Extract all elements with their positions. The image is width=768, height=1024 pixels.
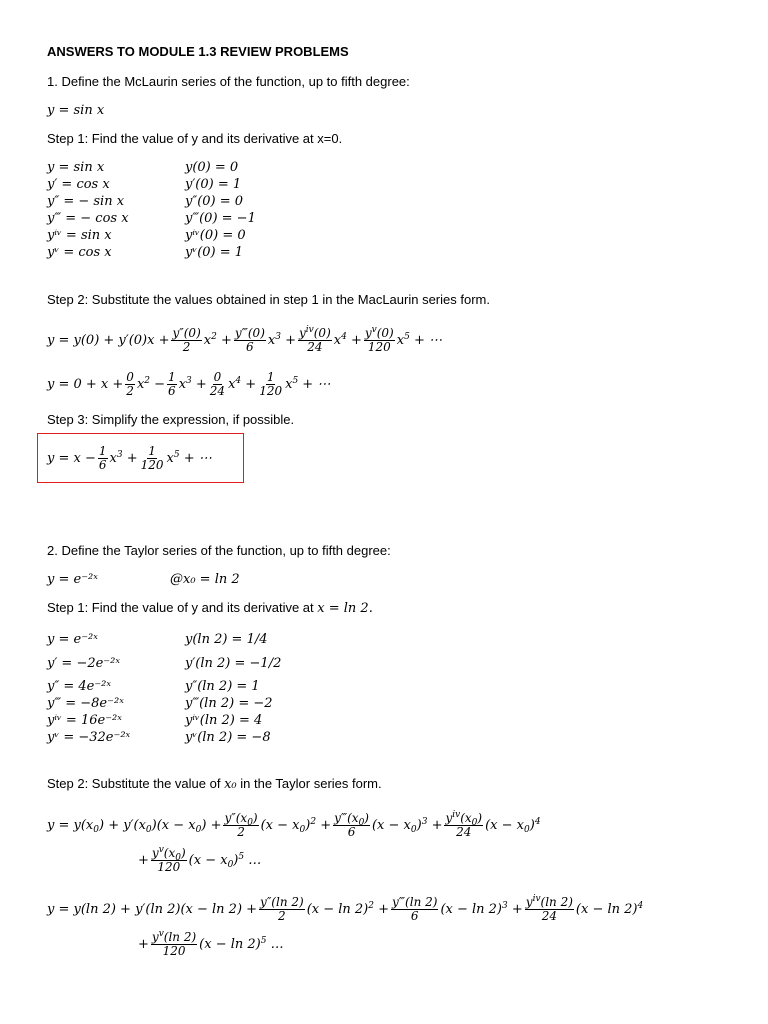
p1-deriv-lhs: yᵛ = cos x (47, 245, 112, 260)
problem1-step1: Step 1: Find the value of y and its derivative at x=0. (47, 131, 343, 146)
p1-deriv-lhs: y‴ = − cos x (47, 211, 129, 226)
problem2-question: 2. Define the Taylor series of the function, up to fifth degree: (47, 543, 391, 558)
problem2-step2-math: x₀ (224, 777, 237, 792)
problem2-step2-text: Step 2: Substitute the value of (47, 776, 221, 791)
problem2-step1-math: x = ln 2. (317, 601, 373, 616)
problem2-step2 (47, 776, 382, 793)
taylor-general-formula-line1: $y = y(x_0) + y'(x_0)(x - x_0)$ + $\frac{y''(x_0)}{2}$ $(x - x_0)^2$ + $\frac{y‴(x_0)}{6}$ $(x - x_0)^3$ + $\frac{y^{iv}(x_0)}{24}$ $(x - x_0)^4$ (47, 809, 541, 839)
p2-deriv-rhs: y′(ln 2) = −1/2 (185, 656, 282, 671)
taylor-substituted-formula-line1: y = y(ln 2) + y′(ln 2)(x − ln 2) + $\frac{y''(\ln 2)}{2}$ $(x - \ln 2)^2$ + $\frac{y‴(\ln 2)}{6}$ $(x - \ln 2)^3$ + $\frac{y^{iv}(\ln 2)}{24}$ $(x - \ln 2)^4$ (47, 893, 644, 923)
problem2-function: y = e⁻²ˣ (47, 572, 98, 587)
p1-deriv-lhs: y′ = cos x (47, 177, 110, 192)
p2-deriv-lhs: y″ = 4e⁻²ˣ (47, 679, 112, 694)
p2-deriv-rhs: y(ln 2) = 1/4 (185, 632, 268, 647)
problem1-step2: Step 2: Substitute the values obtained in step 1 in the MacLaurin series form. (47, 292, 490, 307)
p2-deriv-lhs: y = e⁻²ˣ (47, 632, 98, 647)
problem2-expansion-point: @x₀ = ln 2 (170, 572, 240, 587)
p1-deriv-rhs: yⁱᵛ(0) = 0 (185, 228, 246, 243)
maclaurin-general-formula: y = y(0) + y′(0)x + $\frac{y''(0)}{2}$ $x^2$ + $\frac{y‴(0)}{6}$ $x^3$ + $\frac{y^{iv}(0)}{24}$ $x^4$ + $\frac{y^v(0)}{120}$ $x^5$ + ⋯ (47, 324, 442, 354)
p1-deriv-rhs: y(0) = 0 (185, 160, 239, 175)
taylor-substituted-formula-line2: + $\frac{y^v(\ln 2)}{120}$ $(x - \ln 2)^5$ … (138, 928, 284, 958)
maclaurin-substituted-formula: y = 0 + x + $\frac{0}{2}$ $x^2$ − $\frac{1}{6}$ $x^3$ + $\frac{0}{24}$ $x^4$ + $\frac{1}{120}$ $x^5$ + ⋯ (47, 369, 331, 398)
problem1-function: y = sin x (47, 103, 105, 118)
page-title: ANSWERS TO MODULE 1.3 REVIEW PROBLEMS (47, 44, 349, 59)
p2-deriv-rhs: yⁱᵛ(ln 2) = 4 (185, 713, 263, 728)
maclaurin-final-answer: y = x − $\frac{1}{6}$ $x^3$ + $\frac{1}{120}$ $x^5$ + ⋯ (47, 443, 212, 472)
problem1-question: 1. Define the McLaurin series of the function, up to fifth degree: (47, 74, 410, 89)
p1-deriv-rhs: yᵛ(0) = 1 (185, 245, 244, 260)
p2-deriv-lhs: yᵛ = −32e⁻²ˣ (47, 730, 131, 745)
p1-deriv-rhs: y‴(0) = −1 (185, 211, 256, 226)
p2-deriv-rhs: y‴(ln 2) = −2 (185, 696, 273, 711)
p1-deriv-rhs: y′(0) = 1 (185, 177, 242, 192)
p2-deriv-lhs: y′ = −2e⁻²ˣ (47, 656, 120, 671)
p2-deriv-lhs: yⁱᵛ = 16e⁻²ˣ (47, 713, 122, 728)
p2-deriv-rhs: yᵛ(ln 2) = −8 (185, 730, 271, 745)
p1-deriv-lhs: yⁱᵛ = sin x (47, 228, 112, 243)
p1-deriv-lhs: y″ = − sin x (47, 194, 125, 209)
p1-deriv-rhs: y″(0) = 0 (185, 194, 244, 209)
problem2-step1 (47, 600, 373, 617)
problem2-step1-text: Step 1: Find the value of y and its derivative at (47, 600, 314, 615)
p2-deriv-lhs: y‴ = −8e⁻²ˣ (47, 696, 124, 711)
p2-deriv-rhs: y″(ln 2) = 1 (185, 679, 260, 694)
problem2-step2-text-end: in the Taylor series form. (240, 776, 382, 791)
problem1-step3: Step 3: Simplify the expression, if possible. (47, 412, 295, 427)
p1-deriv-lhs: y = sin x (47, 160, 105, 175)
taylor-general-formula-line2: + $\frac{y^v(x_0)}{120}$ $(x - x_0)^5$ … (138, 844, 262, 874)
